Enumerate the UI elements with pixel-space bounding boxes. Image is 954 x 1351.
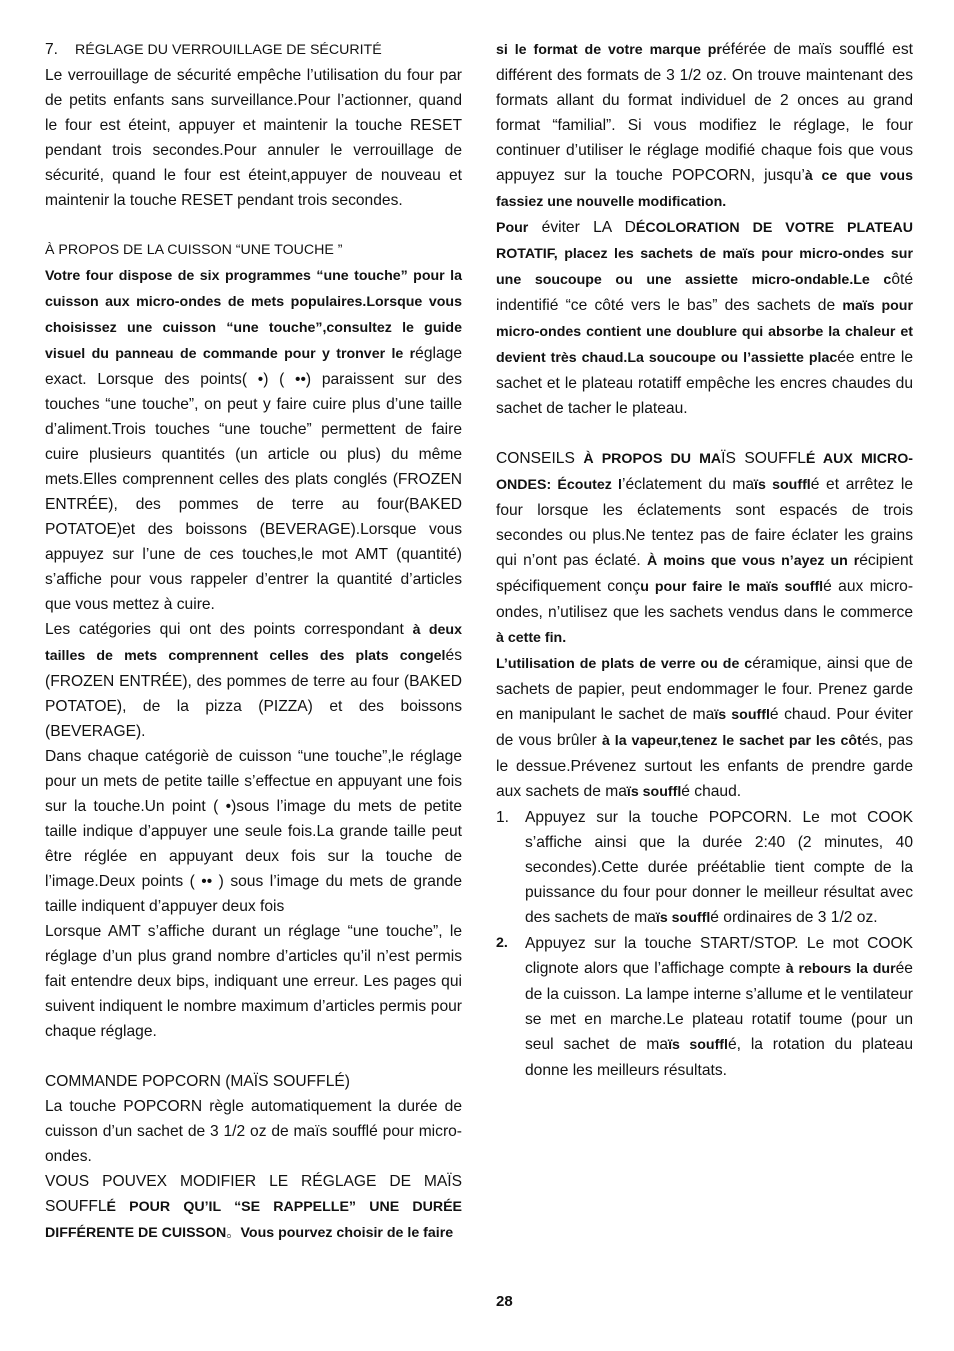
one-touch-paragraph-4: Lorsque AMT s’affiche durant un réglage “une touche”, le réglage d’un plus grand nombre d’articles qu’il n’est permis fait entendre deux bips, indiquant une erreur. Les pages qui suivent indiquent le nombre maximum d’articles permis pour chaque réglage. <box>45 923 462 1040</box>
text-run: é et arrêtez le four lorsque les éclatements sont espacés de trois secondes ou plus.Ne tentez pas de faire éclater les grains qui n’ont pas éclaté. <box>496 476 914 569</box>
bold-run: ïs souffl <box>626 784 682 800</box>
text-run: églage exact. Lorsque des points( •) ( ••) paraissent sur des touches “une touche”, on peut y faire cuire plus d’une taille d’aliment.Trois touches “une touche” permettent de faire cuire plusieurs quantités (un article ou plus) du même mets.Elles comprennent celles des plats conglés (FROZEN ENTRÉE), des pommes de terre au four(BAKED POTATOE)et des boissons (BEVERAGE).Lorsque vous appuyez sur l’une de ces touches,le mot AMT (quantité) s’affiche pour vous rappeler d’entrer la quantité d’articles que vous mettez à cuire. <box>45 345 462 613</box>
bold-run: à cette fin. <box>496 630 567 646</box>
popcorn-paragraph-1: La touche POPCORN règle automatiquement la durée de cuisson d’un sachet de 3 1/2 oz de maïs soufflé pour micro-ondes. <box>45 1098 462 1165</box>
one-touch-heading: À PROPOS DE LA CUISSON “UNE TOUCHE ” <box>45 242 343 258</box>
section-number: 7. <box>45 41 59 58</box>
bold-run: L’utilisation de plats de verre ou de c <box>496 656 753 672</box>
popcorn-heading: COMMANDE POPCORN (MAÏS SOUFFLÉ) <box>45 1073 350 1090</box>
step-2 <box>496 931 913 1083</box>
text-run: é, la rotation du plateau donne les meilleurs résultats. <box>525 1036 913 1079</box>
text-run: ôté indentifié “ce côté vers le bas” des sachets de <box>496 271 913 314</box>
bold-run: ïs souffl <box>668 1037 728 1053</box>
left-column <box>45 37 462 1246</box>
bold-run: u pour faire le maïs souffl <box>640 579 824 595</box>
text-run: VOUS POUVEX MODIFIER LE RÉGLAGE DE MAÏS SOUFFL <box>45 1173 462 1215</box>
bold-run: ïs souffl <box>754 477 811 493</box>
bold-run: À moins que vous n’ayez un r <box>647 553 860 569</box>
bold-run: Vous pourvez choisir de le faire <box>240 1225 454 1241</box>
bold-run: Votre four dispose de six programmes “une touche” pour la cuisson aux micro-ondes de mets populaires.Lorsque vous choisissez une cuisson “une touche”,consultez le guide visuel du panneau de commande pour y tronver le r <box>45 268 462 362</box>
bold-run: À PROPOS DU MA <box>583 451 722 467</box>
popcorn-continued-paragraph <box>496 37 913 215</box>
text-run: é chaud. Pour éviter de vous brûler <box>496 706 914 749</box>
step-1 <box>496 805 913 931</box>
text-run: éramique, ainsi que de sachets de papier, peut endommager le four. Prenez garde en manipulant le sachet de ma <box>496 655 913 723</box>
one-touch-paragraph-1 <box>45 263 462 617</box>
text-run: ée de la cuisson. La lampe interne s’allume et le ventilateur se met en marche.Le plateau rotatif toume (pour un seul sachet de ma <box>525 960 913 1053</box>
section-7-heading <box>45 37 462 63</box>
plateau-paragraph <box>496 215 913 421</box>
text-run: éviter LA D <box>528 219 636 236</box>
text-run: é aux micro-ondes, n’utilisez que les sachets vendus dans le commerce <box>496 578 914 621</box>
step-number: 1. <box>496 809 510 826</box>
one-touch-paragraph-2 <box>45 617 462 744</box>
bold-run: si le format de votre marque pr <box>496 42 722 58</box>
bold-run: maïs pour micro-ondes contient une doublure qui absorbe la chaleur et devient très chaud.La soucoupe ou l’assiette plac <box>496 298 913 366</box>
text-run: ée entre le sachet et le plateau rotatiff empêche les encres chaudes du sachet de tacher le plateau. <box>496 349 913 417</box>
text-run: Appuyez sur la touche POPCORN. Le mot COOK s’affiche ainsi que la durée 2:40 (2 minutes, 40 secondes).Cette durée préétablie tient compte de la puissance du four pour donner le meilleur résultat avec des sachets de ma <box>525 809 913 926</box>
text-run: és, pas le dessue.Prévenez surtout les enfants de prendre garde aux sachets de ma <box>496 732 913 800</box>
safety-lock-paragraph: Le verrouillage de sécurité empêche l’utilisation du four par de petits enfants sans surveillance.Pour l’actionner, quand le four est éteint, appuyer et maintenir la touche RESET pendant trois secondes.Pour annuler le verrouillage de sécurité, quand le four est éteint,appuyer de nouveau et maintenir la touche RESET pendant trois secondes. <box>45 67 462 209</box>
text-run: éférée de maïs soufflé est différent des formats de 3 1/2 oz. On trouve maintenant des formats allant du format individuel de 2 onces au grand format “familial”. Si vous modifiez le réglage, le four continuer d’utiliser le réglage modifié chaque fois que vous appuyez sur la touche POPCORN, jusqu’ <box>496 41 913 184</box>
bold-run: à ce que vous fassiez une nouvelle modification. <box>496 168 913 210</box>
text-run: ÏS SOUFFL <box>721 450 806 467</box>
step-number: 2. <box>496 935 508 951</box>
text-run: CONSEILS <box>496 450 584 467</box>
tips-paragraph <box>496 446 913 651</box>
text-run: é chaud. <box>681 783 742 800</box>
bold-run: ïs souffl <box>655 910 711 926</box>
one-touch-paragraph-3: Dans chaque catégoriè de cuisson “une touche”,le réglage pour un mets de petite taille s’effectue en appuyant une fois sur la touche.Un point ( •)sous l’image du mets de petite taille indique d’appuyer une seule fois.La grande taille peut être réglée en appuyant deux fois sur la touche de l’image.Deux points ( •• ) sous l’image du mets de grande taille indiquent d’appuyer deux fois <box>45 748 462 915</box>
section-title: RÉGLAGE DU VERROUILLAGE DE SÉCURITÉ <box>75 42 382 58</box>
warning-paragraph <box>496 651 913 805</box>
text-run: é ordinaires de 3 1/2 oz. <box>710 909 878 926</box>
bold-run: ïs souffl <box>714 707 770 723</box>
bold-run: É POUR QU’IL “SE RAPPELLE” UNE DURÉE DIFFÉRENTE DE CUISSON <box>45 1199 462 1241</box>
page-number: 28 <box>496 1293 513 1310</box>
right-column <box>496 37 913 1083</box>
text-run: écipient spécifiquement conç <box>496 552 913 595</box>
separator: 。 <box>226 1225 241 1241</box>
text-run: ’éclatement du ma <box>622 476 755 493</box>
text-run: Appuyez sur la touche START/STOP. Le mot COOK clignote alors que l’affichage compte <box>525 935 913 977</box>
bold-run: à la vapeur,tenez le sachet par les côt <box>602 733 862 749</box>
text-run: Les catégories qui ont des points correspondant <box>45 621 413 638</box>
bold-run: à deux tailles de mets comprennent celles des plats congel <box>45 622 462 664</box>
text-run: és (FROZEN ENTRÉE), des pommes de terre au four (BAKED POTATOE), de la pizza (PIZZA) et des boissons (BEVERAGE). <box>45 647 462 740</box>
bold-run: ÉCOLORATION DE VOTRE PLATEAU ROTATIF, placez les sachets de maïs pour micro-ondes sur une soucoupe ou une assiette micro-ondable.Le c <box>496 220 913 288</box>
bold-run: É AUX MICRO-ONDES: Écoutez l <box>496 451 913 493</box>
popcorn-paragraph-2 <box>45 1169 462 1246</box>
bold-run: à rebours la dur <box>785 961 896 977</box>
bold-run: Pour <box>496 220 529 236</box>
